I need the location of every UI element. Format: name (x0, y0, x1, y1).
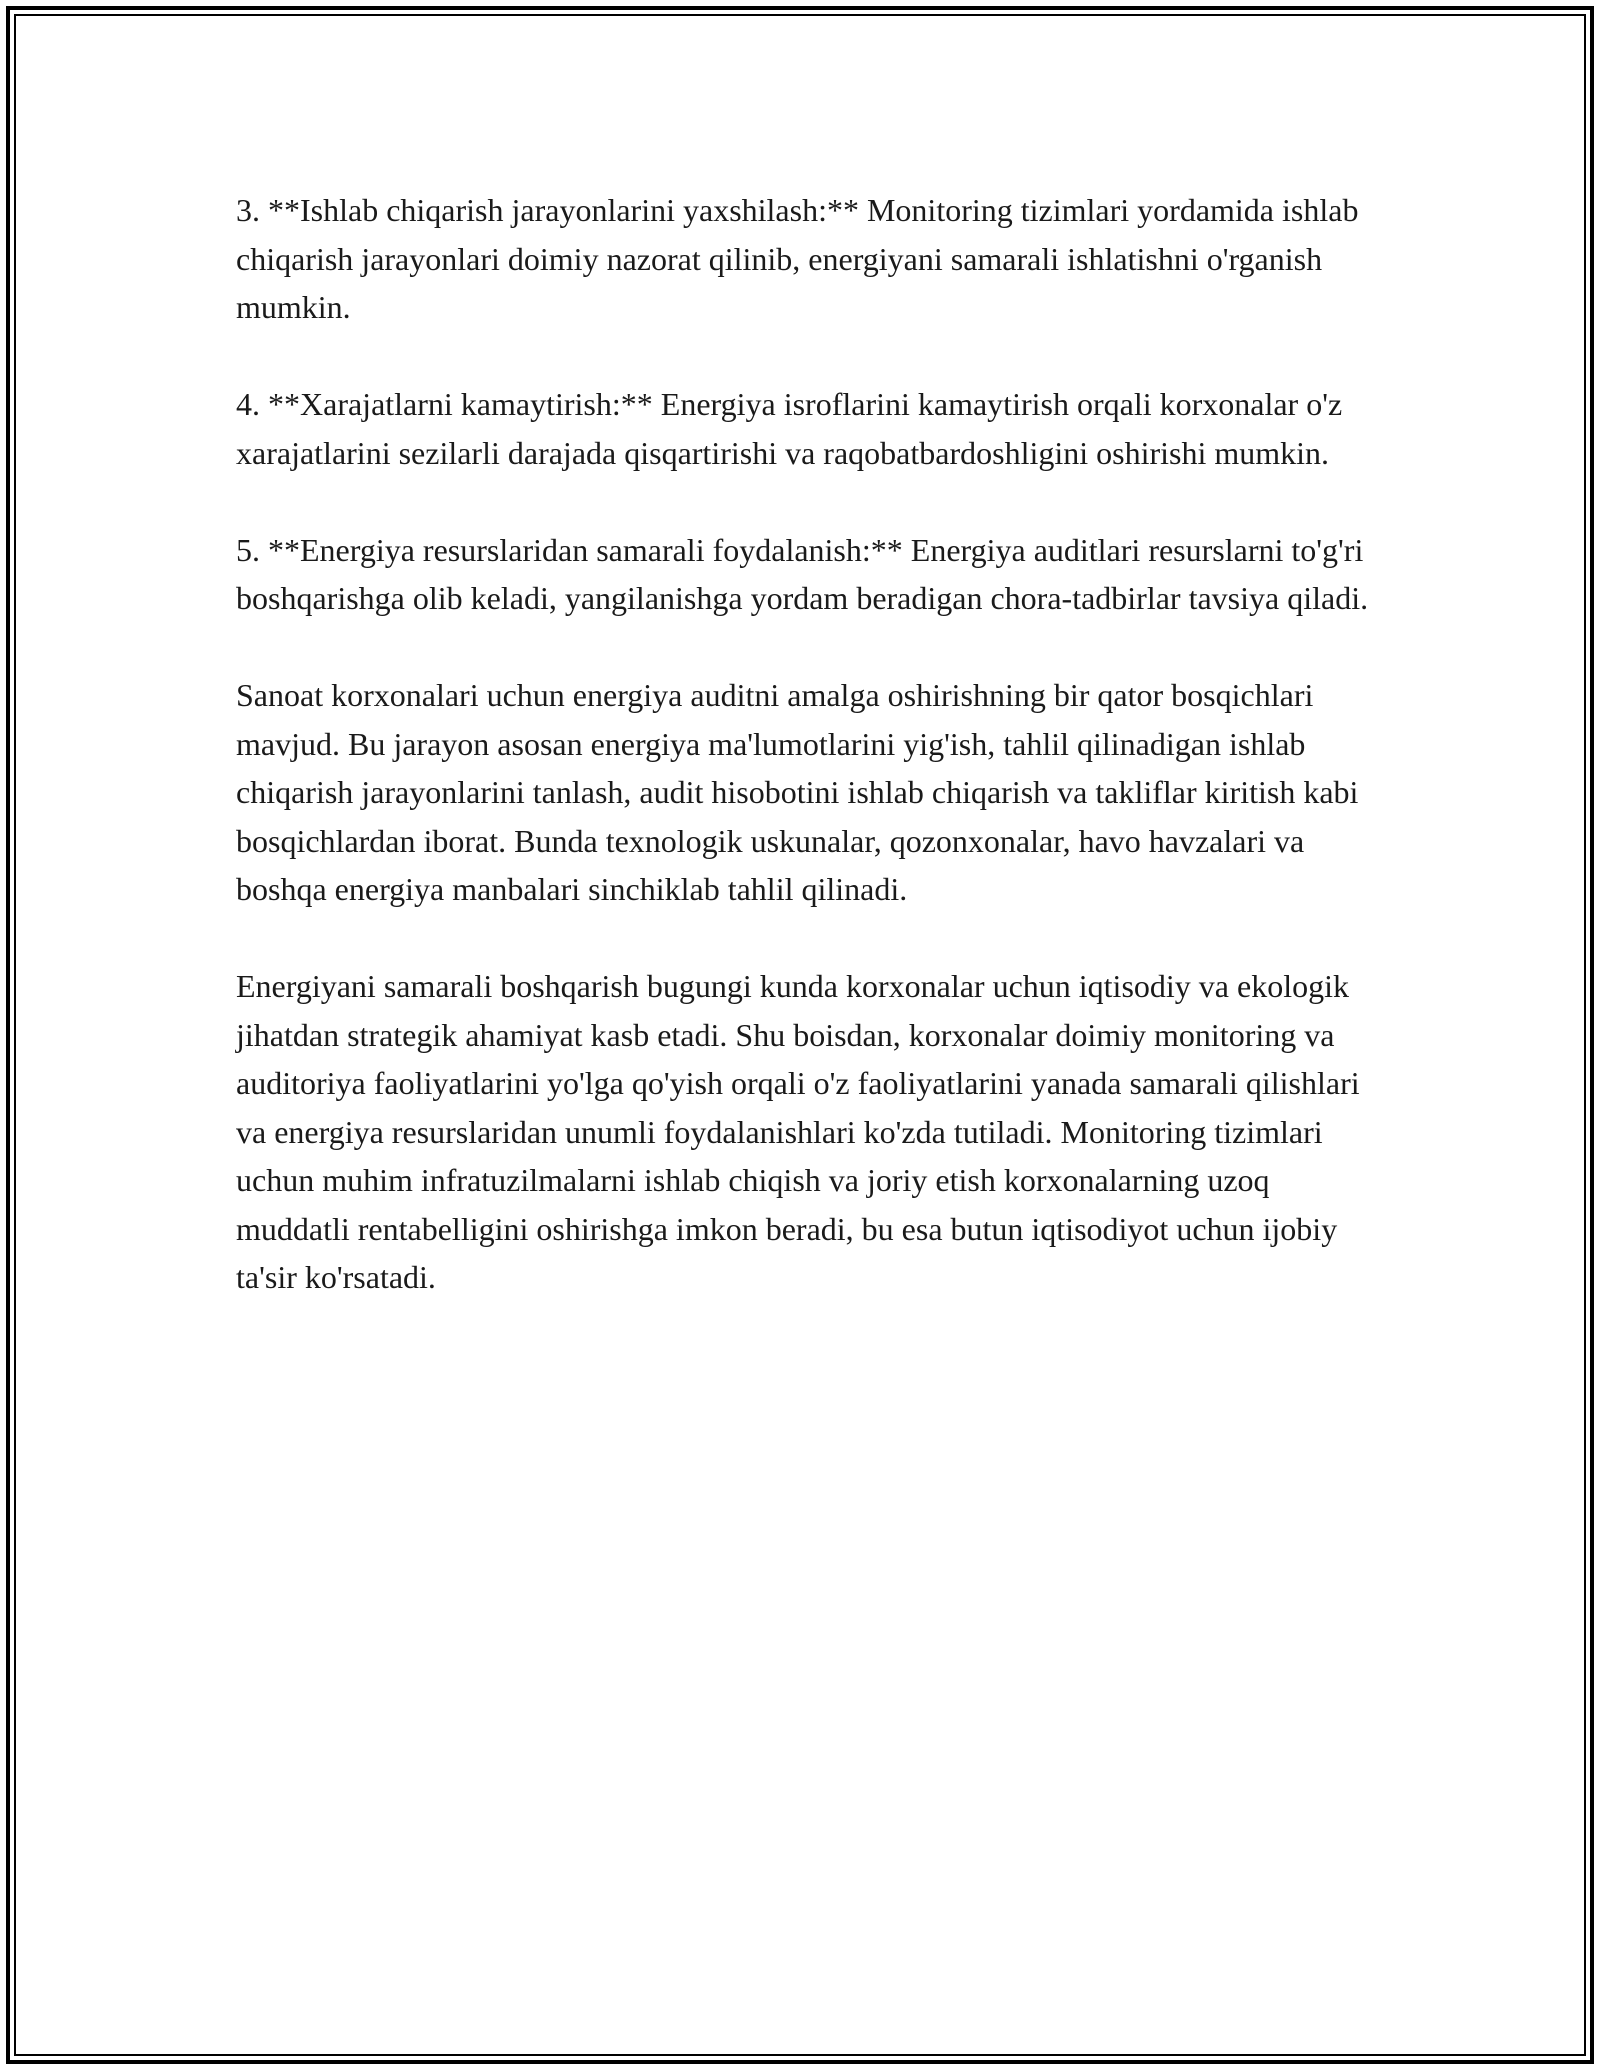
list-item-4: 4. **Xarajatlarni kamaytirish:** Energiya isroflarini kamaytirish orqali korxonalar o'z xarajatlarini sezilarli darajada qisqartirishi va raqobatbardoshligini oshirishi mumkin. (236, 386, 1343, 471)
list-item-3: 3. **Ishlab chiqarish jarayonlarini yaxshilash:** Monitoring tizimlari yordamida ishlab chiqarish jarayonlari doimiy nazorat qilinib, energiyani samarali ishlatishni o'rganish mumkin. (236, 192, 1359, 325)
paragraph-audit-stages: Sanoat korxonalari uchun energiya auditni amalga oshirishning bir qator bosqichlari mavjud. Bu jarayon asosan energiya ma'lumotlarini yig'ish, tahlil qilinadigan ishlab chiqarish jarayonlarini tanlash, audit hisobotini ishlab chiqarish va takliflar kiritish kabi bosqichlardan iborat. Bunda texnologik uskunalar, qozonxonalar, havo havzalari va boshqa energiya manbalari sinchiklab tahlil qilinadi. (236, 677, 1359, 907)
document-body (236, 186, 1376, 1350)
list-item-5: 5. **Energiya resurslaridan samarali foydalanish:** Energiya auditlari resurslarni to'g'ri boshqarishga olib keladi, yangilanishga yordam beradigan chora-tadbirlar tavsiya qiladi. (236, 531, 1369, 616)
paragraph-conclusion: Energiyani samarali boshqarish bugungi kunda korxonalar uchun iqtisodiy va ekologik jihatdan strategik ahamiyat kasb etadi. Shu boisdan, korxonalar doimiy monitoring va auditoriya faoliyatlarini yo'lga qo'yish orqali o'z faoliyatlarini yanada samarali qilishlari va energiya resurslaridan unumli foydalanishlari ko'zda tutiladi. Monitoring tizimlari uchun muhim infratuzilmalarni ishlab chiqish va joriy etish korxonalarning uzoq muddatli rentabelligini oshirishga imkon beradi, bu esa butun iqtisodiyot uchun ijobiy ta'sir ko'rsatadi. (236, 968, 1360, 1295)
